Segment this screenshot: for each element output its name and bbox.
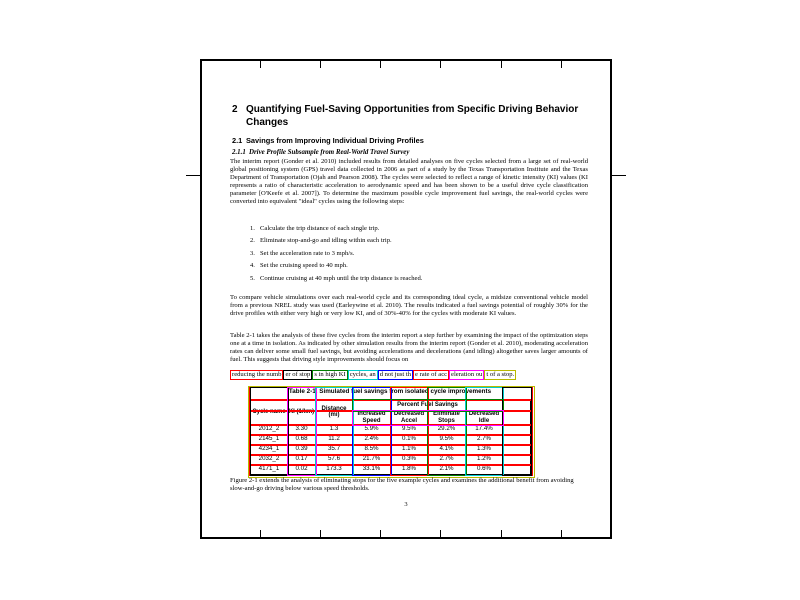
list-item-number: 2. [250,237,255,245]
cell: 29.2% [428,425,466,435]
annotated-word-box: reducing the numb [232,371,282,378]
cell: 17.4% [466,425,503,435]
annotated-word-box: t of a stop. [486,371,515,378]
sub-header-increased-speed: Increased Speed [353,411,391,425]
cell: 0.68 [288,435,316,445]
table-row [251,445,531,455]
table-caption: Table 2-1. Simulated fuel savings from isolated cycle improvements [288,388,492,395]
crop-mark-left [186,175,200,176]
crop-mark-bottom [501,530,502,537]
section-number: 2 [232,104,238,115]
subsubsection-title: Drive Profile Subsample from Real-World Travel Survey [249,149,410,156]
cell: 4.1% [428,445,466,455]
cell: 35.7 [316,445,353,455]
subsubsection-heading [232,149,409,156]
cell [503,455,531,465]
list-item-text: Continue cruising at 40 mph until the trip distance is reached. [260,274,423,282]
table-row [251,465,531,475]
document-page [200,59,612,539]
list-item-text: Calculate the trip distance of each single trip. [260,225,380,232]
cell: 9.5% [428,435,466,445]
ideal-cycle-steps-list [250,225,570,287]
paragraph-comparison: To compare vehicle simulations over each real-world cycle and its corresponding ideal cycle, a midsize conventional vehicle model from a previous NREL study was used (Earleywine et al. 2010). The results indicated a fuel savings potential of roughly 30% for the drive profiles with either very high or very low KI, and of 30%-40% for the cycles with moderate KI values. [230,294,588,317]
annotated-word-box: er of stop [285,371,311,378]
cell: 1.3 [316,425,353,435]
crop-mark-top [380,61,381,68]
cell [503,465,531,475]
crop-mark-top [320,61,321,68]
cell: 4234_1 [251,445,288,455]
table-row [251,435,531,445]
annotated-word-box: s in high KI [314,371,346,378]
crop-mark-bottom [260,530,261,537]
list-item [250,225,570,233]
col-header-cycle-name: Cycle name [251,400,288,425]
list-item-text: Set the cruising speed to 40 mph. [260,262,348,270]
crop-mark-bottom [320,530,321,537]
cell: 173.3 [316,465,353,475]
crop-mark-right [612,175,626,176]
crop-mark-bottom [561,530,562,537]
group-header-percent-fuel-savings: Percent Fuel Savings [353,400,503,411]
col-header-empty [503,400,531,425]
cell: 2.7% [428,455,466,465]
section-heading [232,104,594,129]
cell: 8.5% [353,445,391,455]
cell: 2012_2 [251,425,288,435]
paragraph-intro: The interim report (Gonder et al. 2010) included results from detailed analyses on five cycles selected from a large set of real-world global positioning system (GPS) travel data collected in 2006 as part of a study by the Texas Transportation Institute and the Texas Department of Transportation (Ojah and Pearson 2008). The cycles were selected to reflect a range of kinetic intensity (KI) values (KI represents a ratio of characteristic acceleration to aerodynamic speed and has been shown to be a useful drive cycle classification parameter [O'Keefe et al. 2007]). To determine the maximum possible cycle improvement fuel savings, the real-world cycles were converted into equivalent "ideal" cycles using the following steps: [230,158,588,205]
crop-mark-top [260,61,261,68]
crop-mark-bottom [440,530,441,537]
fuel-savings-table [250,399,531,475]
cell: 0.39 [288,445,316,455]
cell: 57.6 [316,455,353,465]
table-row [251,425,531,435]
cell: 1.2% [466,455,503,465]
cell: 0.6% [466,465,503,475]
list-item-number: 3. [250,249,255,257]
table-row [251,455,531,465]
cell: 0.3% [391,455,428,465]
subsection-heading [232,136,424,145]
page-number: 3 [404,501,408,508]
cell: 2.4% [353,435,391,445]
section-title: Quantifying Fuel-Saving Opportunities from Specific Driving Behavior Changes [246,104,579,128]
annotated-word-box: d not just th [379,371,412,378]
cell: 5.9% [353,425,391,435]
cell: 4171_1 [251,465,288,475]
list-item [250,250,570,258]
crop-mark-top [501,61,502,68]
col-header-ki: KI (1/km) [288,400,316,425]
cell: 2032_2 [251,455,288,465]
cell: 33.1% [353,465,391,475]
list-item-number: 5. [250,274,255,282]
subsubsection-number: 2.1.1 [232,149,246,156]
sub-header-decreased-accel: Decreased Accel [391,411,428,425]
cell: 2145_1 [251,435,288,445]
col-header-distance: Distance (mi) [316,400,353,425]
cell: 2.1% [428,465,466,475]
annotated-text-line [230,370,516,380]
cell: 0.02 [288,465,316,475]
crop-mark-bottom [380,530,381,537]
list-item-number: 1. [250,225,255,232]
cell: 1.1% [391,445,428,455]
list-item [250,262,570,270]
subsection-title: Savings from Improving Individual Driving Profiles [246,136,424,145]
list-item [250,237,570,245]
paragraph-table-discussion: Table 2-1 takes the analysis of these five cycles from the interim report a step further by examining the impact of the optimization steps one at a time in isolation. As indicated by other simulation results from the interim report (Gonder et al. 2010), moderating acceleration rates can deliver some small fuel savings, but avoiding accelerations and decelerations (and idling) altogether saves larger amounts of fuel. This suggests that driving style improvements should focus on [230,332,588,363]
cell [503,435,531,445]
list-item [250,275,570,283]
subsection-number: 2.1 [232,136,243,145]
cell [503,445,531,455]
list-item-text: Set the acceleration rate to 3 mph/s. [260,249,355,257]
cell: 21.7% [353,455,391,465]
cell: 11.2 [316,435,353,445]
sub-header-decreased-idle: Decreased Idle [466,411,503,425]
cell: 0.1% [391,435,428,445]
annotated-word-box: eleration ou [451,371,483,378]
crop-mark-top [440,61,441,68]
annotated-word-box: cycles, an [349,371,376,378]
list-item-text: Eliminate stop-and-go and idling within each trip. [260,237,392,245]
cell: 0.17 [288,455,316,465]
cell: 9.5% [391,425,428,435]
cell [503,425,531,435]
cell: 2.7% [466,435,503,445]
crop-mark-top [561,61,562,68]
cell: 3.30 [288,425,316,435]
paragraph-figure-reference: Figure 2-1 extends the analysis of eliminating stops for the five example cycles and examines the additional benefit from avoiding slow-and-go driving below various speed thresholds. [230,477,574,492]
cell: 1.8% [391,465,428,475]
cell: 1.3% [466,445,503,455]
sub-header-eliminate-stops: Eliminate Stops [428,411,466,425]
list-item-number: 4. [250,262,255,270]
annotated-word-box: e rate of acc [415,371,448,378]
